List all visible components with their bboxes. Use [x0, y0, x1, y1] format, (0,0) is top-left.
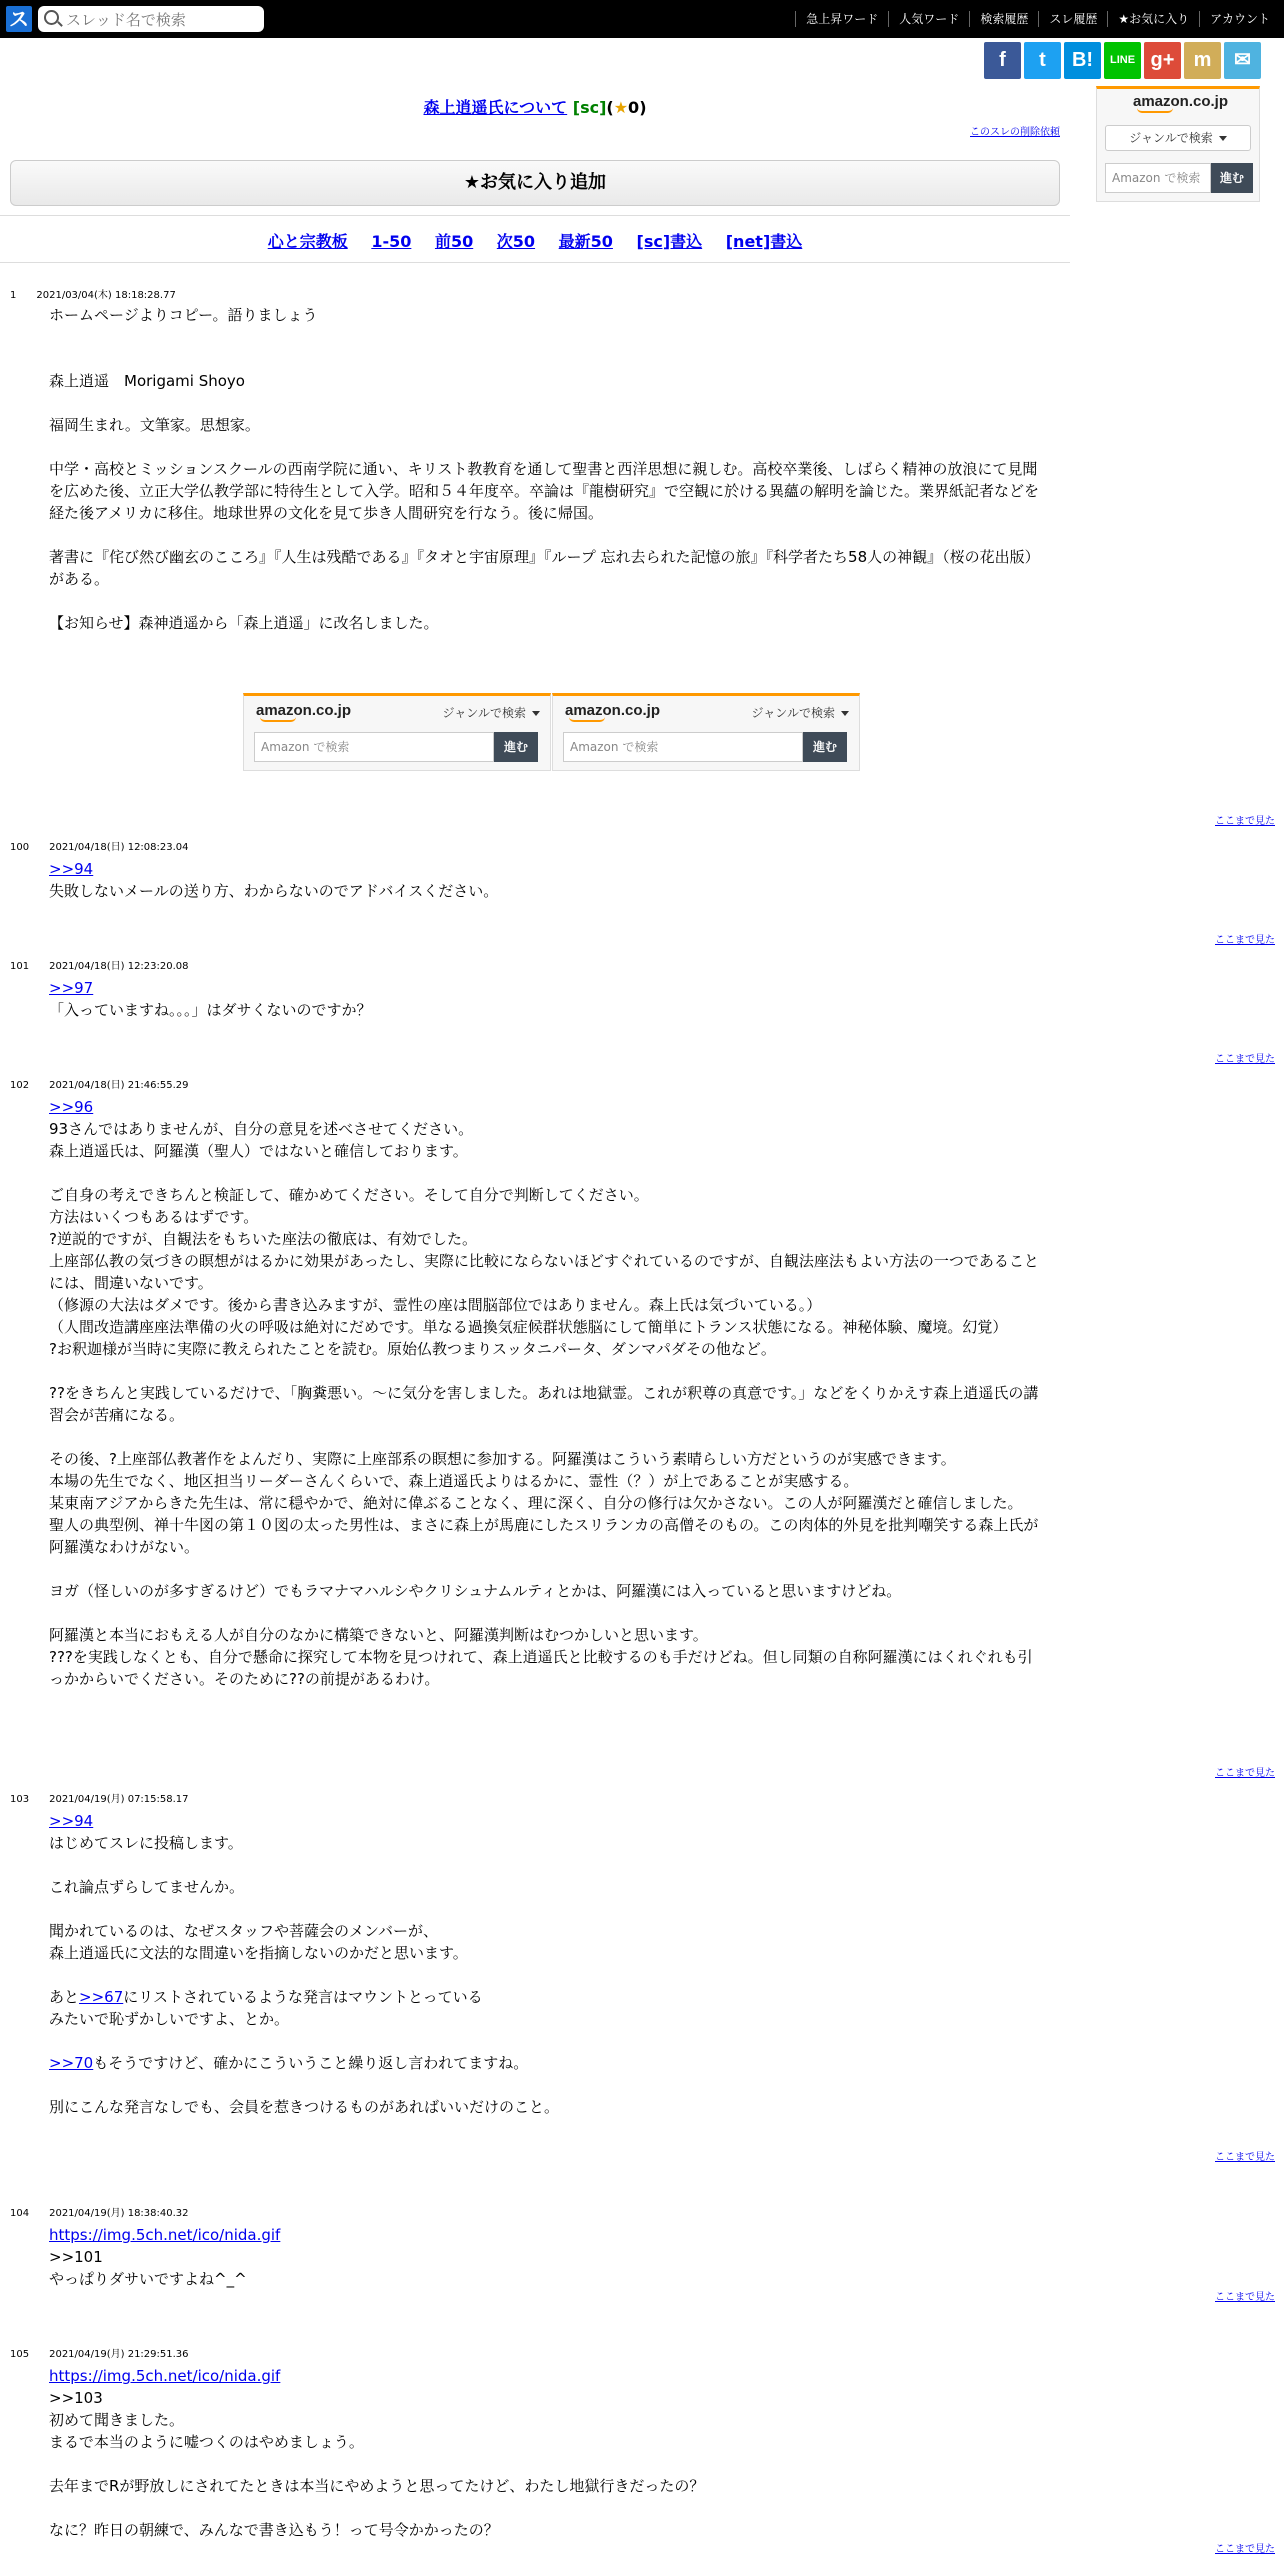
read-up-to-here-link[interactable]: ここまで見た [1215, 2152, 1275, 2163]
post-meta [10, 2345, 189, 2360]
post-meta [10, 838, 189, 853]
post-line: 某東南アジアからきた先生は、常に穏やかで、絶対に偉ぶることなく、理に深く、自分の修行は欠かさない。この人が阿羅漢だと確信しました。 [49, 1494, 1023, 1512]
post-line: ?逆説的ですが、自観法をもちいた座法の徹底は、有効でした。 [49, 1230, 477, 1248]
post-line: ?お釈迦様が当時に実際に教えられたことを読む。原始仏教つまりスッタニパータ、ダンマパダその他など。 [49, 1340, 776, 1358]
post-number[interactable]: 101 [10, 961, 30, 972]
post-number[interactable]: 100 [10, 842, 30, 853]
latest-50-link[interactable]: 最新50 [558, 232, 613, 251]
post-line: 去年までRが野放しにされてたときは本当にやめようと思ってたけど、わたし地獄行きだったの？ [49, 2477, 705, 2495]
divider [0, 215, 1070, 216]
post-line: ???を実践しなくとも、自分で懸命に探究して本物を見つけれて、森上逍遥氏と比較するのも手だけどね。但し同類の自称阿羅漢にはくれぐれも引っかからいでください。そのために??の前提があるわけ。 [49, 1648, 1033, 1688]
nav-thread-history[interactable]: スレ履歴 [1038, 11, 1107, 27]
post-line [49, 436, 1039, 458]
post-body [49, 2365, 1039, 2541]
post-anchor-link[interactable]: >>96 [49, 1098, 94, 1116]
post-meta [10, 1790, 189, 1805]
post-line [49, 326, 1039, 348]
post-date: 2021/03/04(木) 18:18:28.77 [36, 290, 176, 301]
mail-icon[interactable]: ✉ [1224, 42, 1261, 79]
post-number[interactable]: 1 [10, 290, 17, 301]
nav-popular-words[interactable]: 人気ワード [888, 11, 969, 27]
post-line: >>70もそうですけど、確かにこういうこと繰り返し言われてますね。 [49, 2054, 529, 2072]
prev-50-link[interactable]: 前50 [434, 232, 474, 251]
site-logo[interactable]: ス [6, 6, 32, 32]
amazon-search-input[interactable]: Amazon で検索 [254, 732, 494, 762]
post-body [49, 304, 1039, 634]
top-nav [795, 0, 1280, 38]
post-line: 【お知らせ】森神逍遥から「森上逍遥」に改名しました。 [49, 614, 439, 632]
post-line [49, 590, 1039, 612]
post-line: ホームページよりコピー。語りましょう [49, 306, 318, 324]
reply-anchor-link[interactable]: >>67 [79, 1988, 124, 2006]
post-date: 2021/04/19(月) 18:38:40.32 [49, 2208, 189, 2219]
chevron-down-icon [532, 711, 540, 716]
search-icon [44, 10, 59, 25]
post-line: 本場の先生でなく、地区担当リーダーさんくらいで、森上逍遥氏よりはるかに、霊性（？）が上であることが実感する。 [49, 1472, 859, 1490]
post-body [49, 1810, 1039, 2118]
post-line: 聞かれているのは、なぜスタッフや菩薩会のメンバーが、 [49, 1922, 438, 1940]
board-link[interactable]: 心と宗教板 [267, 232, 348, 251]
read-up-to-here-link[interactable]: ここまで見た [1215, 816, 1275, 827]
read-up-to-here-link[interactable]: ここまで見た [1215, 935, 1275, 946]
sidebar-amazon-widget [1096, 86, 1260, 202]
post-line [49, 348, 1039, 370]
post-number[interactable]: 103 [10, 1794, 30, 1805]
post-line [49, 1426, 1039, 1448]
post-line: 別にこんな発言なしでも、会員を惹きつけるものがあればいいだけのこと。 [49, 2098, 560, 2116]
post-line: 森上逍遥氏は、阿羅漢（聖人）ではないと確信しております。 [49, 1142, 468, 1160]
inline-amazon-widget [552, 693, 860, 771]
sc-post-link[interactable]: [sc]書込 [636, 232, 703, 251]
post-line: 森上逍遥 Morigami Shoyo [49, 372, 245, 390]
nav-account[interactable]: アカウント [1199, 11, 1280, 27]
thread-search-box[interactable] [38, 6, 264, 32]
amazon-go-button[interactable]: 進む [1211, 163, 1253, 193]
post-line: ??をきちんと実践しているだけで、「胸糞悪い。〜に気分を害しました。あれは地獄霊。これが釈尊の真意です。」などをくりかえす森上逍遥氏の講習会が苦痛になる。 [49, 1384, 1039, 1424]
post-line: 初めて聞きました。 [49, 2411, 185, 2429]
post-line: 中学・高校とミッションスクールの西南学院に通い、キリスト教教育を通して聖書と西洋思想に親しむ。高校卒業後、しばらく精神の放浪にて見聞を広めた後、立正大学仏教学部に特待生として入学。昭和５４年度卒。卒論は『龍樹研究』で空観に於ける異蘊の解明を論じた。業界紙記者などを経た後アメリカに移住。地球世界の文化を見て歩き人間研究を行なう。後に帰国。 [49, 460, 1040, 522]
amazon-genre-select[interactable]: ジャンルで検索 [1105, 125, 1251, 151]
post-anchor-link[interactable]: >>94 [49, 860, 94, 878]
post-line: ヨガ（怪しいのが多すぎるけど）でもラマナマハルシやクリシュナムルティとかは、阿羅漢には入っていると思いますけどね。 [49, 1582, 902, 1600]
post-anchor-link[interactable]: https://img.5ch.net/ico/nida.gif [49, 2226, 281, 2244]
share-buttons [984, 42, 1261, 79]
thread-nav-links [0, 229, 1070, 252]
post-line [49, 1898, 1039, 1920]
post-line [49, 2030, 1039, 2052]
post-line: 方法はいくつもあるはずです。 [49, 1208, 259, 1226]
post-line [49, 2074, 1039, 2096]
post-line: まるで本当のように嘘つくのはやめましょう。 [49, 2433, 364, 2451]
post-line [49, 1602, 1039, 1624]
read-up-to-here-link[interactable]: ここまで見た [1215, 2292, 1275, 2303]
facebook-icon[interactable]: f [984, 42, 1021, 79]
amazon-go-button[interactable]: 進む [803, 732, 847, 762]
post-line: 福岡生まれ。文筆家。思想家。 [49, 416, 260, 434]
post-line: 聖人の典型例、禅十牛図の第１０図の太った男性は、まさに森上が馬鹿にしたスリランカの高僧そのもの。この肉体的外見を批判嘲笑する森上氏が阿羅漢なわけがない。 [49, 1516, 1039, 1556]
post-date: 2021/04/19(月) 21:29:51.36 [49, 2349, 189, 2360]
post-anchor-link[interactable]: >>97 [49, 979, 94, 997]
amazon-logo: amazon.co.jp [256, 702, 352, 719]
post-line [49, 1854, 1039, 1876]
line-icon[interactable]: LINE [1104, 42, 1141, 79]
thread-title-line: 森上逍遥氏について [sc](★0) [423, 98, 647, 117]
post-line: その後、?上座部仏教著作をよんだり、実際に上座部系の瞑想に参加する。阿羅漢はこういう素晴らしい方だというのが実感できます。 [49, 1450, 956, 1468]
range-1-50-link[interactable]: 1-50 [371, 232, 412, 251]
post-line: なに？昨日の朝練で、みんなで書き込もう！って号令かかったの？ [49, 2521, 499, 2539]
next-50-link[interactable]: 次50 [496, 232, 536, 251]
post-number[interactable]: 105 [10, 2349, 30, 2360]
favorite-count: 0 [628, 98, 640, 117]
post-line [49, 2497, 1039, 2519]
nav-trending-words[interactable]: 急上昇ワード [795, 11, 888, 27]
post-line: 森上逍遥氏に文法的な間違いを指摘しないのかだと思います。 [49, 1944, 468, 1962]
reply-anchor-link[interactable]: >>70 [49, 2054, 94, 2072]
post-body [49, 977, 1039, 1021]
post-line [49, 2453, 1039, 2475]
net-post-link[interactable]: [net]書込 [725, 232, 803, 251]
post-line: あと>>67にリストされているような発言はマウントとっている [49, 1988, 483, 2006]
post-date: 2021/04/19(月) 07:15:58.17 [49, 1794, 189, 1805]
post-line [49, 392, 1039, 414]
post-line: やっぱりダサいですよね^_^ [49, 2270, 247, 2288]
post-line: 失敗しないメールの送り方、わからないのでアドバイスください。 [49, 882, 499, 900]
post-line: はじめてスレに投稿します。 [49, 1834, 243, 1852]
nav-search-history[interactable]: 検索履歴 [969, 11, 1038, 27]
post-line [49, 1360, 1039, 1382]
post-date: 2021/04/18(日) 12:23:20.08 [49, 961, 189, 972]
nav-favorites[interactable]: ★お気に入り [1107, 11, 1199, 27]
post-body [49, 1096, 1039, 1690]
post-line: 93さんではありませんが、自分の意見を述べさせてください。 [49, 1120, 474, 1138]
read-up-to-here-link[interactable]: ここまで見た [1215, 2544, 1275, 2555]
post-meta [10, 2204, 189, 2219]
post-line [49, 1162, 1039, 1184]
read-up-to-here-link[interactable]: ここまで見た [1215, 1054, 1275, 1065]
post-line: 上座部仏教の気づきの瞑想がはるかに効果があったし、実際に比較にならないほどすぐれているのですが、自観法座法もよい方法の一つであることには、間違いないです。 [49, 1252, 1039, 1292]
star-icon: ★ [613, 98, 629, 117]
delete-request-link[interactable]: このスレの削除依頼 [970, 127, 1060, 138]
post-line: これ論点ずらしてませんか。 [49, 1878, 245, 1896]
post-line: >>103 [49, 2389, 103, 2407]
post-line: >>101 [49, 2248, 103, 2266]
hatena-icon[interactable]: B! [1064, 42, 1101, 79]
twitter-icon[interactable]: t [1024, 42, 1061, 79]
post-line: （人間改造講座座法準備の火の呼吸は絶対にだめです。単なる過換気症候群状態脳にして簡単にトランス状態になる。神秘体験、魔境。幻覚） [49, 1318, 1008, 1336]
googleplus-icon[interactable]: g+ [1144, 42, 1181, 79]
post-body [49, 858, 1039, 902]
read-up-to-here-link[interactable]: ここまで見た [1215, 1768, 1275, 1779]
amazon-genre-select[interactable]: ジャンルで検索 [752, 704, 849, 721]
thread-search-input[interactable] [64, 9, 258, 31]
post-line [49, 1558, 1039, 1580]
post-anchor-link[interactable]: >>94 [49, 1812, 94, 1830]
sc-tag: [sc] [572, 98, 607, 117]
top-bar [0, 0, 1284, 38]
amazon-logo: amazon.co.jp [1133, 93, 1229, 110]
divider [0, 262, 1070, 263]
post-line: 阿羅漢と本当におもえる人が自分のなかに構築できないと、阿羅漢判断はむつかしいと思います。 [49, 1626, 708, 1644]
post-line: 「入っていますね。。。」はダサくないのですか？ [49, 1001, 372, 1019]
amazon-search-input[interactable]: Amazon で検索 [1105, 163, 1211, 193]
post-meta [10, 957, 189, 972]
post-line [49, 524, 1039, 546]
post-line: 著書に『侘び然び幽玄のこころ』『人生は残酷である』『タオと宇宙原理』『ループ 忘れ去られた記憶の旅』『科学者たち58人の神観』（桜の花出版）がある。 [49, 548, 1033, 588]
chevron-down-icon [1219, 136, 1227, 141]
amazon-search-input[interactable]: Amazon で検索 [563, 732, 803, 762]
post-number[interactable]: 104 [10, 2208, 30, 2219]
amazon-go-button[interactable]: 進む [494, 732, 538, 762]
chevron-down-icon [841, 711, 849, 716]
thread-title-link[interactable]: 森上逍遥氏について [423, 98, 568, 117]
post-line: ご自身の考えできちんと検証して、確かめてください。そして自分で判断してください。 [49, 1186, 649, 1204]
post-body [49, 2224, 1039, 2290]
post-number[interactable]: 102 [10, 1080, 30, 1091]
post-line: （修源の大法はダメです。後から書き込みますが、霊性の座は間脳部位ではありません。森上氏は気づいている。） [49, 1296, 822, 1314]
amazon-logo: amazon.co.jp [565, 702, 661, 719]
post-line [49, 1964, 1039, 1986]
add-favorite-button[interactable]: ★お気に入り追加 [10, 160, 1060, 206]
post-date: 2021/04/18(日) 12:08:23.04 [49, 842, 189, 853]
post-date: 2021/04/18(日) 21:46:55.29 [49, 1080, 189, 1091]
inline-amazon-widget [243, 693, 551, 771]
post-line: みたいで恥ずかしいですよ、とか。 [49, 2010, 290, 2028]
amazon-genre-select[interactable]: ジャンルで検索 [443, 704, 540, 721]
post-anchor-link[interactable]: https://img.5ch.net/ico/nida.gif [49, 2367, 281, 2385]
post-meta [10, 1076, 189, 1091]
mixi-icon[interactable]: m [1184, 42, 1221, 79]
post-meta [10, 286, 176, 301]
